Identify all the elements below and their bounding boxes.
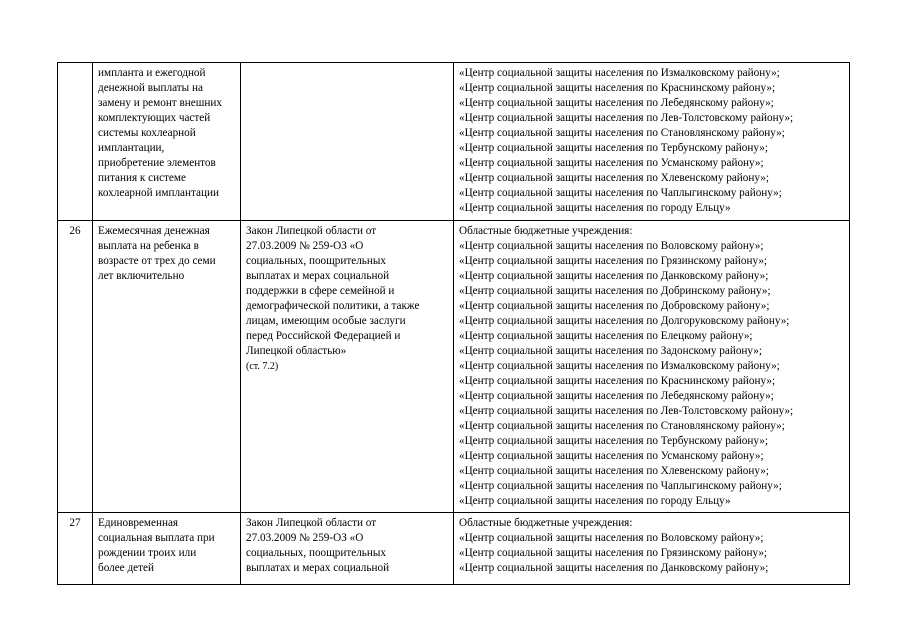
text-line: «Центр социальной защиты населения по Воловскому району»; [459, 240, 764, 252]
benefit-name [98, 66, 235, 201]
benefit-name-cell [93, 63, 241, 221]
text-line: «Центр социальной защиты населения по Добринскому району»; [459, 285, 771, 297]
text-line: Единовременная [98, 517, 179, 529]
law-text [246, 224, 448, 359]
text-line: импланта и ежегодной [98, 67, 206, 79]
table-row [58, 513, 850, 585]
text-line: социальных, поощрительных [246, 547, 386, 559]
text-line: Закон Липецкой области от [246, 225, 377, 237]
text-line: «Центр социальной защиты населения по Хлевенскому району»; [459, 465, 769, 477]
text-line: Областные бюджетные учреждения: [459, 517, 633, 529]
row-number-cell [58, 63, 93, 221]
text-line: лицам, имеющим особые заслуги [246, 315, 406, 327]
text-line: лет включительно [98, 270, 185, 282]
text-line: комплектующих частей [98, 112, 211, 124]
text-line: «Центр социальной защиты населения по Лебедянскому району»; [459, 97, 774, 109]
benefit-name-cell [93, 513, 241, 585]
text-line: «Центр социальной защиты населения по городу Ельцу» [459, 495, 731, 507]
text-line: «Центр социальной защиты населения по Данковскому району»; [459, 562, 769, 574]
row-number: 27 [69, 517, 81, 529]
row-number-cell [58, 221, 93, 513]
text-line: «Центр социальной защиты населения по Тербунскому району»; [459, 435, 768, 447]
institutions-list [459, 224, 844, 509]
text-line: Закон Липецкой области от [246, 517, 377, 529]
text-line: «Центр социальной защиты населения по Чаплыгинскому району»; [459, 480, 782, 492]
text-line: «Центр социальной защиты населения по Добровскому району»; [459, 300, 770, 312]
law-cell [241, 221, 454, 513]
text-line: 27.03.2009 № 259-ОЗ «О [246, 240, 364, 252]
text-line: «Центр социальной защиты населения по Долгоруковскому району»; [459, 315, 790, 327]
text-line: выплата на ребенка в [98, 240, 199, 252]
text-line: «Центр социальной защиты населения по Тербунскому району»; [459, 142, 768, 154]
text-line: «Центр социальной защиты населения по Усманскому району»; [459, 450, 764, 462]
text-line: «Центр социальной защиты населения по Становлянскому району»; [459, 420, 785, 432]
text-line: социальных, поощрительных [246, 255, 386, 267]
text-line: «Центр социальной защиты населения по Измалковскому району»; [459, 360, 780, 372]
text-line: «Центр социальной защиты населения по Грязинскому району»; [459, 547, 768, 559]
text-line: денежной выплаты на [98, 82, 203, 94]
text-line: «Центр социальной защиты населения по Чаплыгинскому району»; [459, 187, 782, 199]
text-line: «Центр социальной защиты населения по Усманскому району»; [459, 157, 764, 169]
benefits-table [57, 62, 850, 585]
text-line: рождении троих или [98, 547, 197, 559]
institutions-cell [454, 63, 850, 221]
text-line: демографической политики, а также [246, 300, 420, 312]
benefit-name [98, 516, 235, 576]
text-line: «Центр социальной защиты населения по городу Ельцу» [459, 202, 731, 214]
text-line: «Центр социальной защиты населения по Становлянскому району»; [459, 127, 785, 139]
text-line: «Центр социальной защиты населения по Лев-Толстовскому району»; [459, 112, 794, 124]
benefit-name-cell [93, 221, 241, 513]
text-line: поддержки в сфере семейной и [246, 285, 395, 297]
institutions-list [459, 66, 844, 216]
institutions-cell [454, 221, 850, 513]
table-row [58, 63, 850, 221]
institutions-list [459, 516, 844, 576]
text-line: имплантации, [98, 142, 165, 154]
text-line: «Центр социальной защиты населения по Данковскому району»; [459, 270, 769, 282]
text-line: «Центр социальной защиты населения по Задонскому району»; [459, 345, 762, 357]
text-line: социальная выплата при [98, 532, 215, 544]
table-row [58, 221, 850, 513]
text-line: перед Российской Федерацией и [246, 330, 401, 342]
text-line: «Центр социальной защиты населения по Лебедянскому району»; [459, 390, 774, 402]
text-line: «Центр социальной защиты населения по Грязинскому району»; [459, 255, 768, 267]
text-line: более детей [98, 562, 154, 574]
text-line: «Центр социальной защиты населения по Хлевенскому району»; [459, 172, 769, 184]
benefit-name [98, 224, 235, 284]
law-cell [241, 63, 454, 221]
text-line: «Центр социальной защиты населения по Краснинскому району»; [459, 82, 776, 94]
text-line: замену и ремонт внешних [98, 97, 222, 109]
text-line: «Центр социальной защиты населения по Измалковскому району»; [459, 67, 780, 79]
law-text [246, 516, 448, 576]
text-line: питания к системе [98, 172, 186, 184]
text-line: приобретение элементов [98, 157, 216, 169]
text-line: Липецкой областью» [246, 345, 347, 357]
text-line: «Центр социальной защиты населения по Елецкому району»; [459, 330, 753, 342]
institutions-cell [454, 513, 850, 585]
text-line: Ежемесячная денежная [98, 225, 210, 237]
text-line: выплатах и мерах социальной [246, 270, 390, 282]
text-line: «Центр социальной защиты населения по Лев-Толстовскому району»; [459, 405, 794, 417]
text-line: выплатах и мерах социальной [246, 562, 390, 574]
row-number: 26 [69, 225, 81, 237]
text-line: кохлеарной имплантации [98, 187, 219, 199]
law-article-ref: (ст. 7.2) [246, 361, 279, 372]
law-cell [241, 513, 454, 585]
text-line: «Центр социальной защиты населения по Краснинскому району»; [459, 375, 776, 387]
text-line: «Центр социальной защиты населения по Воловскому району»; [459, 532, 764, 544]
text-line: системы кохлеарной [98, 127, 196, 139]
text-line: Областные бюджетные учреждения: [459, 225, 633, 237]
row-number-cell [58, 513, 93, 585]
text-line: возрасте от трех до семи [98, 255, 216, 267]
text-line: 27.03.2009 № 259-ОЗ «О [246, 532, 364, 544]
